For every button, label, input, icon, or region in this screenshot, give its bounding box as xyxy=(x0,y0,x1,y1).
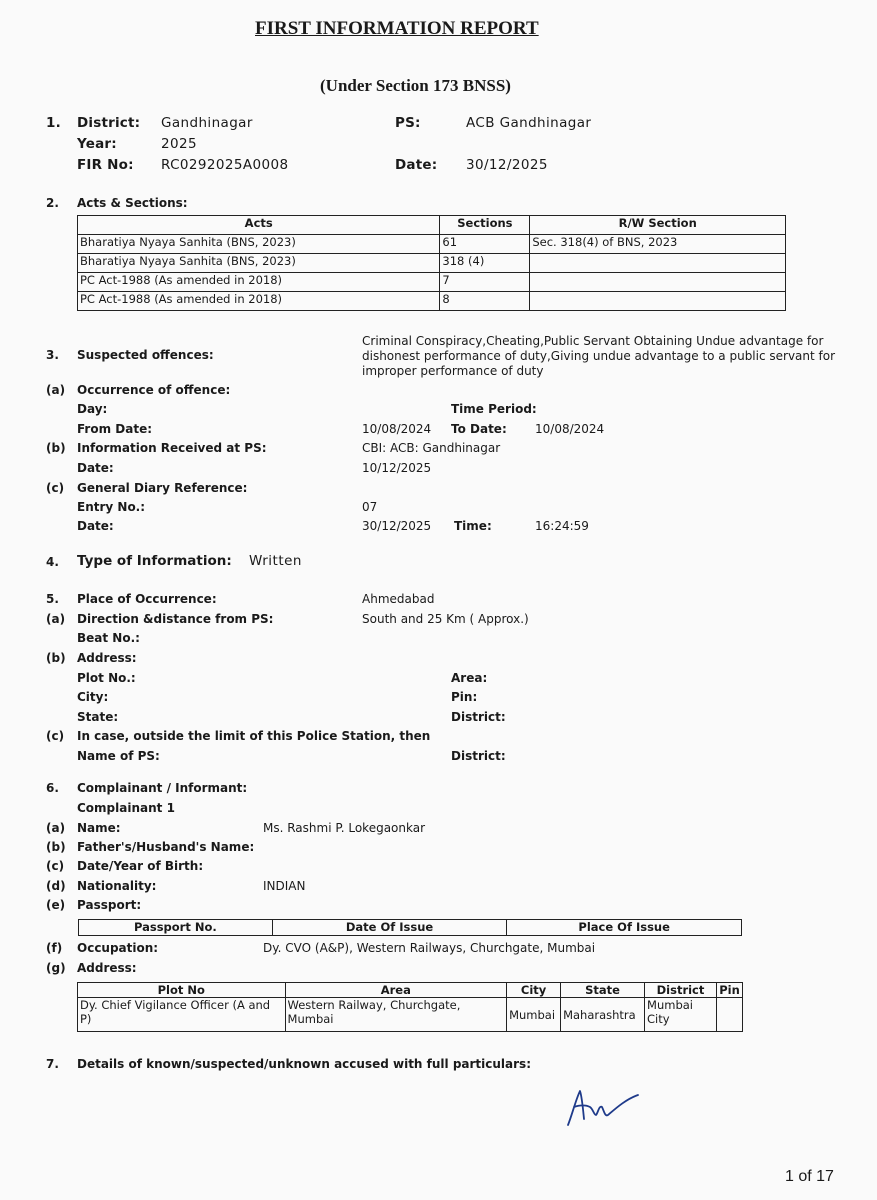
gd-time-label: Time: xyxy=(454,519,492,533)
ps-value: ACB Gandhinagar xyxy=(466,115,592,131)
section-4-number: 4. xyxy=(46,555,59,569)
sub-g-number: (g) xyxy=(46,961,66,975)
section-cell: 61 xyxy=(440,235,530,254)
from-date-label: From Date: xyxy=(77,422,153,436)
sub-c-number: (c) xyxy=(46,859,65,873)
occupation-label: Occupation: xyxy=(77,941,159,955)
occurrence-label: Occurrence of offence: xyxy=(77,383,231,397)
offences-line-1: Criminal Conspiracy,Cheating,Public Servant Obtaining Undue advantage for xyxy=(362,334,824,348)
sub-b-number: (b) xyxy=(46,840,66,854)
outside-district-label: District: xyxy=(451,749,506,763)
district-line: Mumbai xyxy=(647,998,693,1012)
section-2-number: 2. xyxy=(46,196,59,210)
district-value: Gandhinagar xyxy=(161,115,253,131)
rw-section-header: R/W Section xyxy=(530,216,786,235)
district-header: District xyxy=(645,983,717,998)
city-label: City: xyxy=(77,690,109,704)
passport-table xyxy=(78,919,742,936)
date-label: Date: xyxy=(395,157,438,173)
sub-d-number: (d) xyxy=(46,879,66,893)
father-husband-label: Father's/Husband's Name: xyxy=(77,840,255,854)
plot-line: Dy. Chief Vigilance Officer (A and xyxy=(80,998,271,1012)
direction-label: Direction &distance from PS: xyxy=(77,612,274,626)
section-3-number: 3. xyxy=(46,348,59,362)
name-value: Ms. Rashmi P. Lokegaonkar xyxy=(263,821,426,835)
info-received-value: CBI: ACB: Gandhinagar xyxy=(362,441,501,455)
day-label: Day: xyxy=(77,402,108,416)
act-cell: Bharatiya Nyaya Sanhita (BNS, 2023) xyxy=(78,235,440,254)
gd-date-label: Date: xyxy=(77,519,114,533)
sub-c-number: (c) xyxy=(46,729,65,743)
place-of-occurrence-label: Place of Occurrence: xyxy=(77,592,217,606)
complainant-label: Complainant / Informant: xyxy=(77,781,248,795)
pin-header: Pin xyxy=(716,983,742,998)
table-row xyxy=(78,292,786,311)
time-period-label: Time Period: xyxy=(451,402,537,416)
sections-header: Sections xyxy=(440,216,530,235)
rw-section-cell xyxy=(530,273,786,292)
info-received-label: Information Received at PS: xyxy=(77,441,267,455)
pin-label: Pin: xyxy=(451,690,478,704)
signature-mark xyxy=(560,1085,660,1130)
rw-section-cell: Sec. 318(4) of BNS, 2023 xyxy=(530,235,786,254)
date-of-issue-header: Date Of Issue xyxy=(272,920,507,936)
dob-label: Date/Year of Birth: xyxy=(77,859,204,873)
section-5-number: 5. xyxy=(46,592,59,606)
section-1-number: 1. xyxy=(46,115,61,131)
sub-a-number: (a) xyxy=(46,821,66,835)
section-cell: 7 xyxy=(440,273,530,292)
type-of-information-label: Type of Information: xyxy=(77,553,232,569)
sub-b-number: (b) xyxy=(46,651,66,665)
nationality-value: INDIAN xyxy=(263,879,306,893)
offences-line-3: improper performance of duty xyxy=(362,364,544,378)
rw-section-cell xyxy=(530,254,786,273)
plot-line: P) xyxy=(80,1012,92,1026)
name-label: Name: xyxy=(77,821,121,835)
name-of-ps-label: Name of PS: xyxy=(77,749,160,763)
date-value: 30/12/2025 xyxy=(466,157,548,173)
plot-no-label: Plot No.: xyxy=(77,671,136,685)
section-cell: 318 (4) xyxy=(440,254,530,273)
city-header: City xyxy=(507,983,561,998)
from-date-value: 10/08/2024 xyxy=(362,422,432,436)
place-of-issue-header: Place Of Issue xyxy=(507,920,742,936)
passport-label: Passport: xyxy=(77,898,142,912)
acts-sections-label: Acts & Sections: xyxy=(77,196,188,210)
nationality-label: Nationality: xyxy=(77,879,157,893)
accused-details-label: Details of known/suspected/unknown accused with full particulars: xyxy=(77,1057,532,1071)
table-row xyxy=(78,273,786,292)
sub-a-number: (a) xyxy=(46,612,66,626)
occupation-value: Dy. CVO (A&P), Western Railways, Churchgate, Mumbai xyxy=(263,941,596,955)
page-number: 1 of 17 xyxy=(785,1168,834,1185)
city-cell: Mumbai xyxy=(507,998,561,1032)
passport-no-header: Passport No. xyxy=(79,920,273,936)
to-date-label: To Date: xyxy=(451,422,507,436)
table-row xyxy=(78,254,786,273)
suspected-offences-label: Suspected offences: xyxy=(77,348,214,362)
direction-value: South and 25 Km ( Approx.) xyxy=(362,612,529,626)
info-date-value: 10/12/2025 xyxy=(362,461,432,475)
plot-cell xyxy=(78,998,286,1032)
gd-date-value: 30/12/2025 xyxy=(362,519,432,533)
year-value: 2025 xyxy=(161,136,197,152)
address-table xyxy=(77,982,743,1032)
district-line: City xyxy=(647,1012,670,1026)
area-line: Western Railway, Churchgate, xyxy=(287,998,461,1012)
address-label: Address: xyxy=(77,651,137,665)
fir-value: RC0292025A0008 xyxy=(161,157,289,173)
report-subtitle: (Under Section 173 BNSS) xyxy=(320,76,511,95)
pin-cell xyxy=(716,998,742,1032)
offences-line-2: dishonest performance of duty,Giving undue advantage to a public servant for xyxy=(362,349,836,363)
section-cell: 8 xyxy=(440,292,530,311)
area-label: Area: xyxy=(451,671,488,685)
type-of-information-value: Written xyxy=(249,553,302,569)
ps-label: PS: xyxy=(395,115,421,131)
gd-reference-label: General Diary Reference: xyxy=(77,481,248,495)
entry-no-value: 07 xyxy=(362,500,378,514)
outside-limit-label: In case, outside the limit of this Police Station, then xyxy=(77,729,431,743)
state-header: State xyxy=(561,983,645,998)
district-label: District: xyxy=(451,710,506,724)
report-title: FIRST INFORMATION REPORT xyxy=(255,18,539,39)
entry-no-label: Entry No.: xyxy=(77,500,146,514)
to-date-value: 10/08/2024 xyxy=(535,422,605,436)
table-row xyxy=(78,998,743,1032)
sub-a-number: (a) xyxy=(46,383,66,397)
district-cell xyxy=(645,998,717,1032)
area-line: Mumbai xyxy=(287,1012,334,1026)
area-cell xyxy=(285,998,507,1032)
place-of-occurrence-value: Ahmedabad xyxy=(362,592,435,606)
year-label: Year: xyxy=(77,136,117,152)
sub-e-number: (e) xyxy=(46,898,66,912)
sub-f-number: (f) xyxy=(46,941,63,955)
complainant-1-label: Complainant 1 xyxy=(77,801,175,815)
acts-table xyxy=(77,215,786,311)
section-6-number: 6. xyxy=(46,781,59,795)
beat-no-label: Beat No.: xyxy=(77,631,140,645)
table-row xyxy=(78,235,786,254)
gd-time-value: 16:24:59 xyxy=(535,519,589,533)
fir-label: FIR No: xyxy=(77,157,134,173)
sub-c-number: (c) xyxy=(46,481,65,495)
rw-section-cell xyxy=(530,292,786,311)
state-label: State: xyxy=(77,710,119,724)
section-7-number: 7. xyxy=(46,1057,59,1071)
act-cell: PC Act-1988 (As amended in 2018) xyxy=(78,292,440,311)
sub-b-number: (b) xyxy=(46,441,66,455)
area-header: Area xyxy=(285,983,507,998)
plot-no-header: Plot No xyxy=(78,983,286,998)
act-cell: PC Act-1988 (As amended in 2018) xyxy=(78,273,440,292)
acts-header: Acts xyxy=(78,216,440,235)
state-cell: Maharashtra xyxy=(561,998,645,1032)
district-label: District: xyxy=(77,115,141,131)
address-label: Address: xyxy=(77,961,137,975)
info-date-label: Date: xyxy=(77,461,114,475)
act-cell: Bharatiya Nyaya Sanhita (BNS, 2023) xyxy=(78,254,440,273)
